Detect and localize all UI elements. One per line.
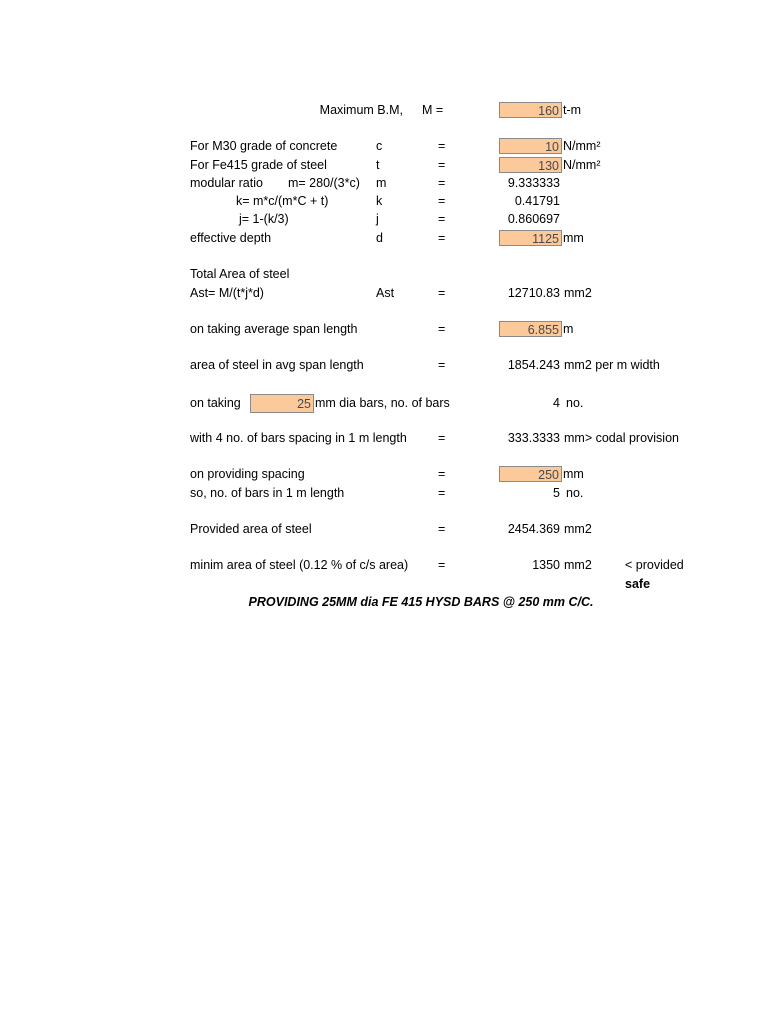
spacing-label: on providing spacing xyxy=(190,467,305,481)
span-equals: = xyxy=(438,322,446,336)
concrete-label: For M30 grade of concrete xyxy=(190,139,338,153)
span-input[interactable]: 6.855 xyxy=(499,321,562,337)
modular-symbol: m xyxy=(376,176,387,190)
ast-symbol: Ast xyxy=(376,286,395,300)
minimum-equals: = xyxy=(438,558,446,572)
ast-formula: Ast= M/(t*j*d) xyxy=(190,286,264,300)
bars-count: 4 xyxy=(553,396,560,410)
spacing-unit: mm xyxy=(563,467,584,481)
steel-equals: = xyxy=(438,158,446,172)
bars-in-m-value: 5 xyxy=(553,486,560,500)
avg-area-label: area of steel in avg span length xyxy=(190,358,364,372)
steel-unit: N/mm² xyxy=(563,158,601,172)
ast-equals: = xyxy=(438,286,446,300)
bars-label-pre: on taking xyxy=(190,396,241,410)
steel-stress-input[interactable]: 130 xyxy=(499,157,562,173)
span-unit: m xyxy=(563,322,574,336)
bm-label: Maximum B.M, xyxy=(319,103,403,117)
bars-count-unit: no. xyxy=(566,396,584,410)
concrete-symbol: c xyxy=(376,139,383,153)
spacing-calc-unit: mm> codal provision xyxy=(564,431,679,445)
j-symbol: j xyxy=(376,212,379,226)
bars-in-m-equals: = xyxy=(438,486,446,500)
minimum-label: minim area of steel (0.12 % of c/s area) xyxy=(190,558,409,572)
steel-label: For Fe415 grade of steel xyxy=(190,158,327,172)
j-equals: = xyxy=(438,212,446,226)
k-symbol: k xyxy=(376,194,383,208)
span-label: on taking average span length xyxy=(190,322,358,336)
modular-formula: m= 280/(3*c) xyxy=(288,176,360,190)
bars-label-post: mm dia bars, no. of bars xyxy=(315,396,450,410)
conclusion: PROVIDING 25MM dia FE 415 HYSD BARS @ 250 mm C/C. xyxy=(248,595,594,609)
safety-status: safe xyxy=(625,577,651,591)
depth-unit: mm xyxy=(563,231,584,245)
depth-input[interactable]: 1125 xyxy=(499,230,562,246)
concrete-equals: = xyxy=(438,139,446,153)
spacing-equals: = xyxy=(438,467,446,481)
k-equals: = xyxy=(438,194,446,208)
depth-equals: = xyxy=(438,231,446,245)
modular-label: modular ratio xyxy=(190,176,263,190)
j-formula: j= 1-(k/3) xyxy=(239,212,289,226)
k-value: 0.41791 xyxy=(514,194,560,208)
spacing-calc-equals: = xyxy=(438,431,446,445)
provided-equals: = xyxy=(438,522,446,536)
avg-area-equals: = xyxy=(438,358,446,372)
depth-symbol: d xyxy=(376,231,383,245)
avg-area-unit: mm2 per m width xyxy=(564,358,660,372)
bm-unit: t-m xyxy=(563,103,582,117)
bars-in-m-unit: no. xyxy=(566,486,584,500)
ast-unit: mm2 xyxy=(564,286,592,300)
modular-value: 9.333333 xyxy=(507,176,560,190)
spacing-calc-label: with 4 no. of bars spacing in 1 m length xyxy=(190,431,407,445)
minimum-unit: mm2 xyxy=(564,558,592,572)
provided-unit: mm2 xyxy=(564,522,592,536)
provided-label: Provided area of steel xyxy=(190,522,312,536)
minimum-value: 1350 xyxy=(532,558,560,572)
provided-value: 2454.369 xyxy=(507,522,560,536)
k-formula: k= m*c/(m*C + t) xyxy=(236,194,329,208)
depth-label: effective depth xyxy=(190,231,272,245)
minimum-compare: < provided xyxy=(625,558,684,572)
spacing-input[interactable]: 250 xyxy=(499,466,562,482)
bar-dia-input[interactable]: 25 xyxy=(250,394,314,413)
concrete-unit: N/mm² xyxy=(563,139,601,153)
avg-area-value: 1854.243 xyxy=(507,358,560,372)
bm-symbol: M = xyxy=(422,103,444,117)
steel-symbol: t xyxy=(376,158,380,172)
bars-in-m-label: so, no. of bars in 1 m length xyxy=(190,486,345,500)
modular-equals: = xyxy=(438,176,446,190)
total-area-label: Total Area of steel xyxy=(190,267,290,281)
ast-value: 12710.83 xyxy=(507,286,560,300)
j-value: 0.860697 xyxy=(507,212,560,226)
bm-input[interactable]: 160 xyxy=(499,102,562,118)
spacing-calc-value: 333.3333 xyxy=(507,431,560,445)
concrete-stress-input[interactable]: 10 xyxy=(499,138,562,154)
